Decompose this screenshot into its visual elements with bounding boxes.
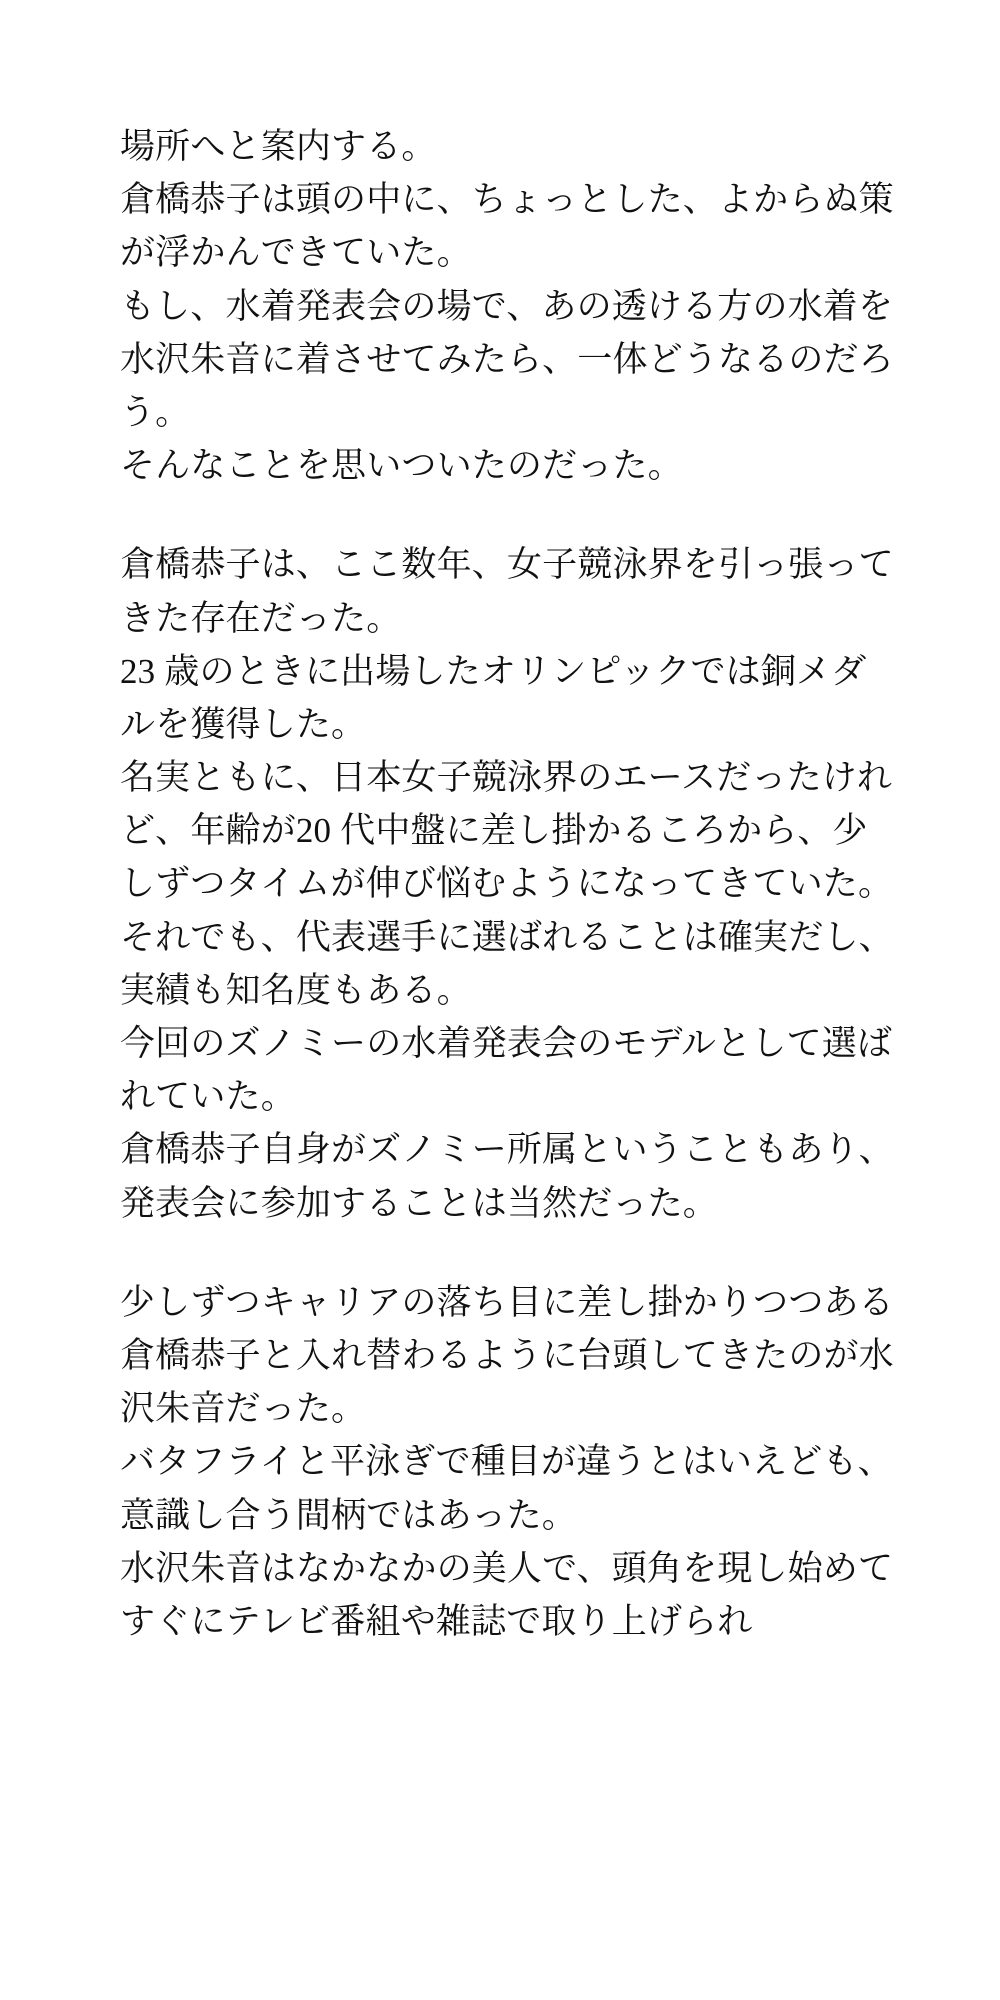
paragraph: そんなことを思いついたのだった。 bbox=[120, 446, 683, 486]
paragraph: 少しずつキャリアの落ち目に差し掛かりつつある倉橋恭子と入れ替わるように台頭してきたのが水沢朱音だった。 bbox=[120, 1282, 894, 1429]
paragraph-spacer bbox=[120, 1230, 900, 1276]
text-block-2 bbox=[120, 538, 900, 1229]
paragraph: バタフライと平泳ぎで種目が違うとはいえども、意識し合う間柄ではあった。 bbox=[120, 1442, 893, 1535]
paragraph-spacer bbox=[120, 492, 900, 538]
paragraph: 今回のズノミーの水着発表会のモデルとして選ばれていた。 bbox=[120, 1024, 893, 1117]
paragraph: 場所へと案内する。 bbox=[120, 127, 437, 166]
paragraph: 倉橋恭子は、ここ数年、女子競泳界を引っ張ってきた存在だった。 bbox=[120, 545, 894, 638]
paragraph: 名実ともに、日本女子競泳界のエースだったけれど、年齢が20 代中盤に差し掛かるころから、少しずつタイムが伸び悩むようになってきていた。 bbox=[120, 758, 894, 904]
paragraph: 倉橋恭子自身がズノミー所属ということもあり、発表会に参加することは当然だった。 bbox=[120, 1130, 894, 1223]
paragraph: 23 歳のときに出場したオリンピックでは銅メダルを獲得した。 bbox=[120, 651, 867, 744]
paragraph: それでも、代表選手に選ばれることは確実だし、実績も知名度もある。 bbox=[120, 917, 894, 1010]
text-block-1 bbox=[120, 120, 900, 492]
paragraph: 倉橋恭子は頭の中に、ちょっとした、よからぬ策が浮かんできていた。 bbox=[120, 180, 894, 273]
text-block-3 bbox=[120, 1276, 900, 1648]
document-text-body bbox=[120, 120, 900, 1648]
paragraph: もし、水着発表会の場で、あの透ける方の水着を水沢朱音に着させてみたら、一体どうなるのだろう。 bbox=[120, 286, 894, 432]
paragraph: 水沢朱音はなかなかの美人で、頭角を現し始めてすぐにテレビ番組や雑誌で取り上げられ bbox=[120, 1548, 894, 1641]
